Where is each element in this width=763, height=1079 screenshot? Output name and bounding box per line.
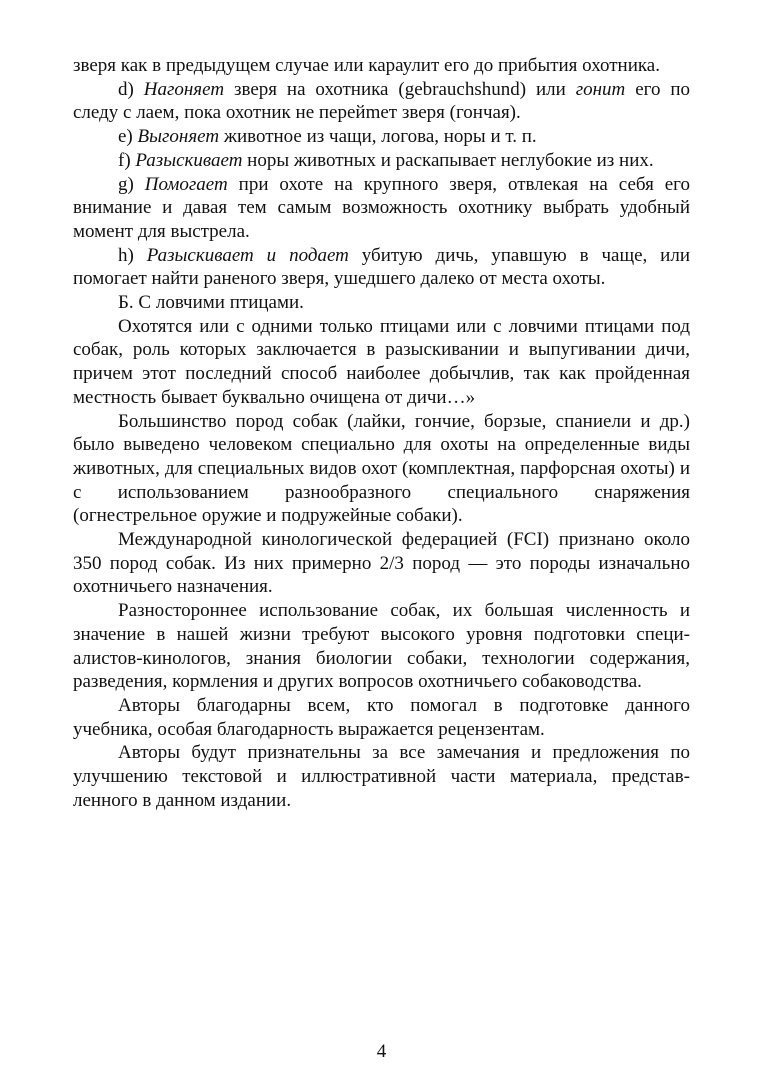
paragraph	[73, 149, 690, 173]
text-run: Охотятся или с одними только птицами или с ловчими птицами под собак, роль которых заключается в разыскивании и выпугивании дичи, причем этот последний способ наиболее добычлив, так как пройденная местность бывает буквально очищена от дичи…»	[73, 315, 690, 408]
text-run: убитую дичь, упавшую в чаще, или помогает найти раненого зверя, ушедшего далеко от места охоты.	[73, 244, 690, 290]
paragraph	[73, 599, 690, 694]
paragraph	[73, 291, 690, 315]
paragraph	[73, 741, 690, 812]
italic-term: гонит	[575, 78, 626, 100]
text-run: Авторы будут признательны за все замечания и предложения по улучшению текстовой и иллюстративной части материала, представленного в данном издании.	[73, 742, 690, 811]
paragraph	[73, 54, 690, 78]
text-run: Большинство пород собак (лайки, гончие, борзые, спаниели и др.) было выведено человеком специально для охоты на определенные виды животных, для специальных видов охот (комплектная, парфорсная охоты) и с использованием разнообразного специального снаряжения (огнестрельное оружие и подружейные собаки).	[73, 410, 690, 527]
text-run: при охоте на крупного зверя, отвлекая на себя его внимание и давая тем самым возможность охотнику выбрать удобный момент для выстрела.	[73, 173, 690, 242]
text-run: норы животных и раскапывает неглубокие из них.	[242, 149, 654, 171]
page-body	[73, 54, 690, 813]
page-number: 4	[376, 1041, 387, 1062]
paragraph	[73, 694, 690, 741]
text-run: Разностороннее использование собак, их большая численность и значение в нашей жизни требуют высокого уровня подготовки специалистов-кинологов, знания биологии собаки, технологии содержания, разведения, кормления и других вопросов охотничьего собаководства.	[73, 600, 690, 693]
text-run: зверя как в предыдущем случае или караулит его до прибытия охотника.	[73, 55, 660, 76]
text-run: e)	[118, 126, 138, 148]
paragraph	[73, 173, 690, 244]
paragraph	[73, 528, 690, 599]
italic-term: Разыскивает и подает	[146, 244, 349, 266]
italic-term: Помогает	[144, 173, 228, 195]
paragraph	[73, 125, 690, 149]
text-run: g)	[118, 173, 145, 195]
italic-term: Нагоняет	[143, 78, 225, 100]
text-run: Международной кинологической федерацией (FCI) признано около 350 пород собак. Из них примерно 2/3 пород — это породы изначально охотничьего назначения.	[73, 529, 690, 598]
text-run: h)	[118, 244, 147, 266]
italic-term: Выгоняет	[137, 126, 220, 148]
text-run: f)	[118, 149, 136, 171]
text-run: зверя на охотника (gebrauchshund) или	[224, 78, 576, 100]
italic-term: Разыскивает	[135, 149, 243, 171]
paragraph	[73, 78, 690, 125]
text-run: d)	[118, 78, 144, 100]
text-run: животное из чащи, логова, норы и т. п.	[219, 126, 537, 148]
text-run: Б. С ловчими птицами.	[118, 292, 304, 314]
paragraph	[73, 410, 690, 529]
text-run: его по следу с лаем, пока охотник не перейmет зверя (гончая).	[73, 78, 691, 124]
paragraph	[73, 244, 690, 291]
paragraph	[73, 315, 690, 410]
text-run: Авторы благодарны всем, кто помогал в подготовке данного учебника, особая благодарность выражается рецензентам.	[73, 694, 690, 740]
